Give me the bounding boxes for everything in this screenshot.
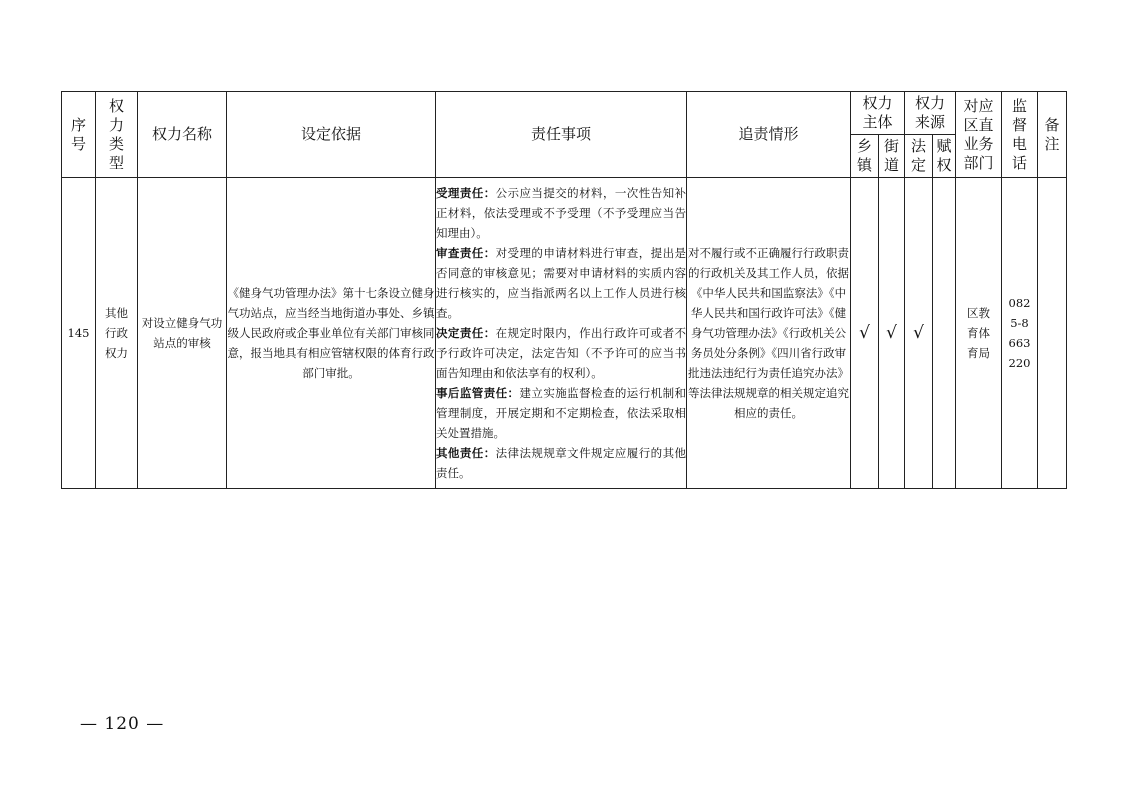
power-list-table: [61, 91, 1067, 489]
resp-other: 其他责任：法律法规规章文件规定应履行的其他责任。: [436, 446, 686, 480]
header-remark: 备注: [1038, 92, 1067, 178]
header-department: 对应区直业务部门: [956, 92, 1002, 178]
table-row: [62, 178, 1067, 489]
resp-acceptance: 受理责任：公示应当提交的材料，一次性告知补正材料，依法受理或不予受理（不予受理应当告知理由）。: [436, 186, 686, 240]
header-statutory: 法定: [905, 135, 933, 178]
header-accountability: 追责情形: [687, 92, 851, 178]
header-row-1: [62, 92, 1067, 135]
cell-town-check: √: [851, 178, 879, 489]
cell-phone: 082 5-8 663 220: [1002, 178, 1038, 489]
cell-accountability: 对不履行或不正确履行行政职责的行政机关及其工作人员，依据《中华人民共和国监察法》《中华人民共和国行政许可法》《健身气功管理办法》《行政机关公务员处分条例》《四川省行政审批违法违纪行为责任追究办法》等法律法规规章的相关规定追究相应的责任。: [687, 178, 851, 489]
resp-review: 审查责任：对受理的申请材料进行审查，提出是否同意的审核意见；需要对申请材料的实质内容进行核实的，应当指派两名以上工作人员进行核查。: [436, 246, 686, 320]
header-power-subject: 权力主体: [851, 92, 905, 135]
cell-name: 对设立健身气功站点的审核: [138, 178, 227, 489]
header-basis: 设定依据: [227, 92, 436, 178]
header-phone: 监督电话: [1002, 92, 1038, 178]
cell-statutory-check: √: [905, 178, 933, 489]
cell-granted-check: [933, 178, 956, 489]
cell-street-check: √: [879, 178, 905, 489]
header-power-source: 权力来源: [905, 92, 956, 135]
header-type: 权力类型: [96, 92, 138, 178]
header-responsibilities: 责任事项: [436, 92, 687, 178]
header-name: 权力名称: [138, 92, 227, 178]
cell-responsibilities: [436, 178, 687, 489]
header-town: 乡镇: [851, 135, 879, 178]
cell-basis: 《健身气功管理办法》第十七条设立健身气功站点，应当经当地街道办事处、乡镇级人民政府或企事业单位有关部门审核同意，报当地具有相应管辖权限的体育行政部门审批。: [227, 178, 436, 489]
page-number: — 120 —: [80, 714, 165, 734]
resp-decision: 决定责任：在规定时限内，作出行政许可或者不予行政许可决定，法定告知（不予许可的应当书面告知理由和依法享有的权利）。: [436, 326, 686, 380]
header-granted: 赋权: [933, 135, 956, 178]
cell-type: 其他行政权力: [96, 178, 138, 489]
cell-seq: 145: [62, 178, 96, 489]
header-street: 街道: [879, 135, 905, 178]
cell-department: 区教育体育局: [956, 178, 1002, 489]
cell-remark: [1038, 178, 1067, 489]
resp-supervision: 事后监管责任：建立实施监督检查的运行机制和管理制度，开展定期和不定期检查，依法采取相关处置措施。: [436, 386, 687, 440]
header-seq: 序号: [62, 92, 96, 178]
